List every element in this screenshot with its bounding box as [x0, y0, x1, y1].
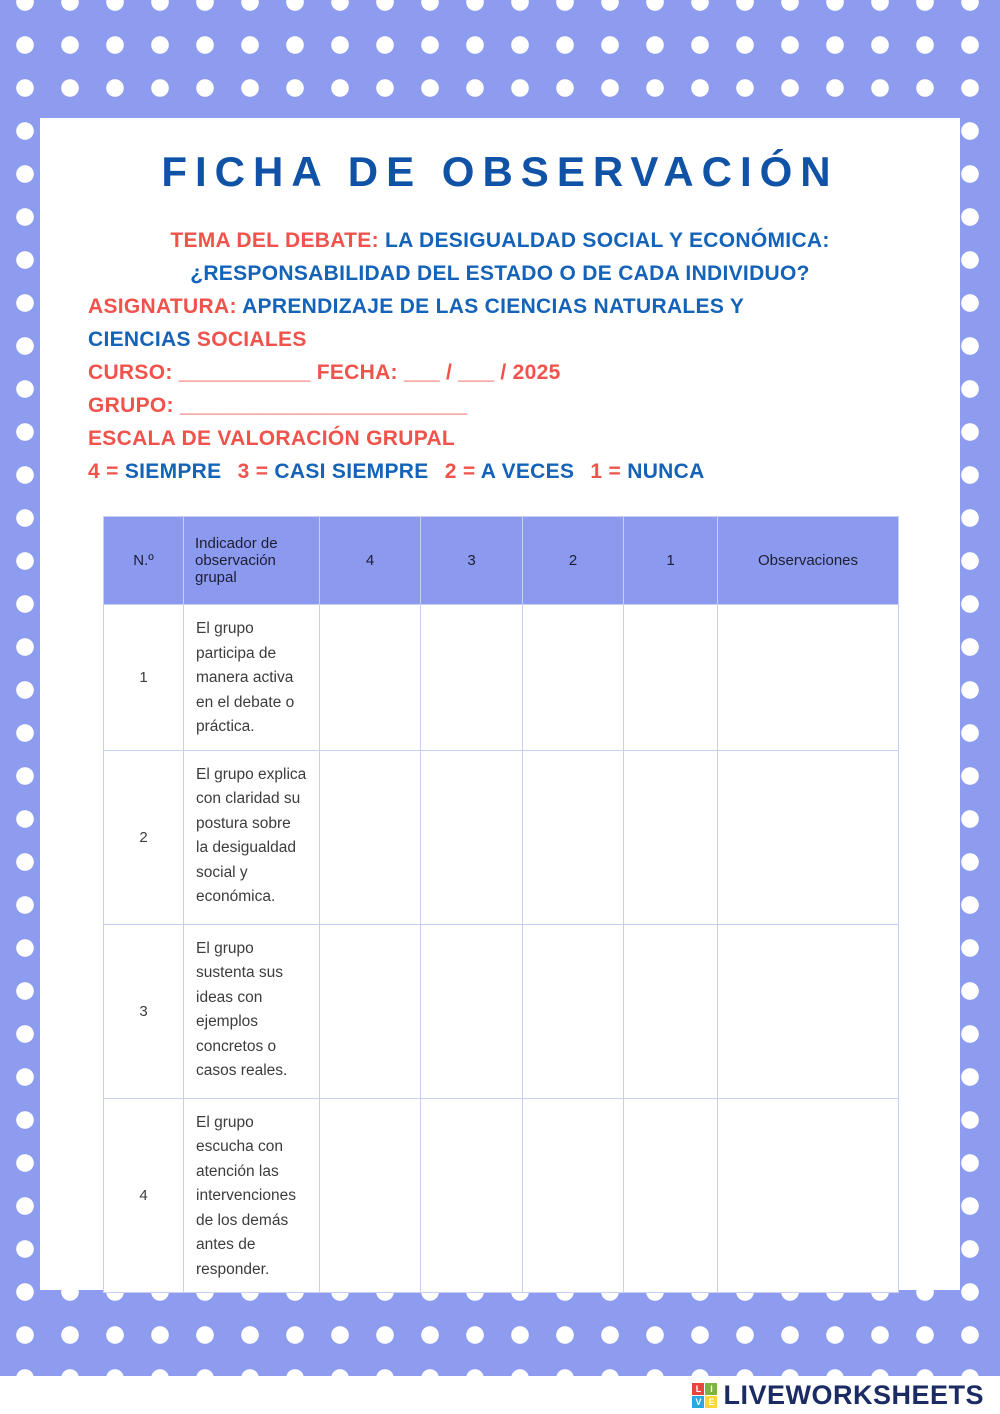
score-cell-2[interactable] — [523, 924, 624, 1098]
score-cell-2[interactable] — [523, 1098, 624, 1293]
tema-label: TEMA DEL DEBATE: — [170, 229, 379, 252]
observations-cell[interactable] — [718, 605, 899, 751]
table-row — [104, 924, 899, 1098]
liveworksheets-brand-link[interactable]: LIVEWORKSHEETS — [723, 1379, 984, 1410]
logo-square: L — [692, 1383, 704, 1395]
table-row — [104, 750, 899, 924]
curso-label: CURSO: — [88, 361, 173, 384]
escala-scale-line — [88, 455, 912, 488]
asignatura-line-1 — [88, 290, 912, 323]
col-header-num: N.º — [104, 517, 184, 605]
asignatura-line-2 — [88, 323, 912, 356]
asignatura-label: ASIGNATURA: — [88, 295, 237, 318]
col-header-1: 1 — [624, 517, 718, 605]
observations-cell[interactable] — [718, 1098, 899, 1293]
score-cell-4[interactable] — [320, 750, 421, 924]
footer-bar — [0, 1376, 1000, 1414]
score-cell-3[interactable] — [421, 605, 523, 751]
score-cell-2[interactable] — [523, 605, 624, 751]
table-row — [104, 1098, 899, 1293]
score-cell-4[interactable] — [320, 924, 421, 1098]
scale-item: 4 = SIEMPRE — [88, 460, 222, 483]
fecha-label: FECHA: — [316, 361, 398, 384]
scale-item: 3 = CASI SIEMPRE — [237, 460, 429, 483]
asignatura-value-cont: CIENCIAS — [88, 328, 191, 351]
logo-square: V — [692, 1396, 704, 1408]
row-number-cell: 4 — [104, 1098, 184, 1293]
col-header-4: 4 — [320, 517, 421, 605]
logo-square: E — [705, 1396, 717, 1408]
observation-table — [103, 516, 899, 1293]
score-cell-3[interactable] — [421, 750, 523, 924]
score-cell-2[interactable] — [523, 750, 624, 924]
tema-value: LA DESIGUALDAD SOCIAL Y ECONÓMICA: — [385, 229, 830, 252]
row-number-cell: 2 — [104, 750, 184, 924]
table-header-row — [104, 517, 899, 605]
asignatura-value-red: SOCIALES — [196, 328, 307, 351]
score-cell-1[interactable] — [624, 1098, 718, 1293]
liveworksheets-logo-icon — [692, 1383, 717, 1408]
logo-square: I — [705, 1383, 717, 1395]
indicator-cell: El grupo explica con claridad su postura sobre la desigualdad social y económica. — [184, 750, 320, 924]
col-header-indicator: Indicador de observación grupal — [184, 517, 320, 605]
score-cell-3[interactable] — [421, 924, 523, 1098]
tema-line-1 — [88, 224, 912, 257]
curso-blank-field[interactable]: ___________ — [178, 361, 311, 384]
score-cell-1[interactable] — [624, 605, 718, 751]
asignatura-value: APRENDIZAJE DE LAS CIENCIAS NATURALES Y — [242, 295, 745, 318]
fecha-blank-field[interactable]: ___ / ___ / 2025 — [403, 361, 561, 384]
indicator-cell: El grupo sustenta sus ideas con ejemplos concretos o casos reales. — [184, 924, 320, 1098]
observations-cell[interactable] — [718, 924, 899, 1098]
worksheet-card — [40, 118, 960, 1290]
curso-fecha-line — [88, 356, 912, 389]
indicator-cell: El grupo participa de manera activa en el debate o práctica. — [184, 605, 320, 751]
row-number-cell: 1 — [104, 605, 184, 751]
grupo-line — [88, 389, 912, 422]
escala-title: ESCALA DE VALORACIÓN GRUPAL — [88, 427, 456, 450]
score-cell-4[interactable] — [320, 1098, 421, 1293]
observations-cell[interactable] — [718, 750, 899, 924]
grupo-label: GRUPO: — [88, 394, 174, 417]
grupo-blank-field[interactable]: ________________________ — [179, 394, 468, 417]
indicator-cell: El grupo escucha con atención las intervenciones de los demás antes de responder. — [184, 1098, 320, 1293]
page-title: FICHA DE OBSERVACIÓN — [161, 148, 839, 195]
table-row — [104, 605, 899, 751]
col-header-3: 3 — [421, 517, 523, 605]
score-cell-4[interactable] — [320, 605, 421, 751]
col-header-observaciones: Observaciones — [718, 517, 899, 605]
col-header-2: 2 — [523, 517, 624, 605]
score-cell-1[interactable] — [624, 750, 718, 924]
worksheet-header-info — [40, 224, 960, 488]
scale-item: 2 = A VECES — [444, 460, 575, 483]
score-cell-1[interactable] — [624, 924, 718, 1098]
tema-line-2: ¿RESPONSABILIDAD DEL ESTADO O DE CADA INDIVIDUO? — [190, 262, 810, 285]
scale-item: 1 = NUNCA — [590, 460, 705, 483]
score-cell-3[interactable] — [421, 1098, 523, 1293]
row-number-cell: 3 — [104, 924, 184, 1098]
